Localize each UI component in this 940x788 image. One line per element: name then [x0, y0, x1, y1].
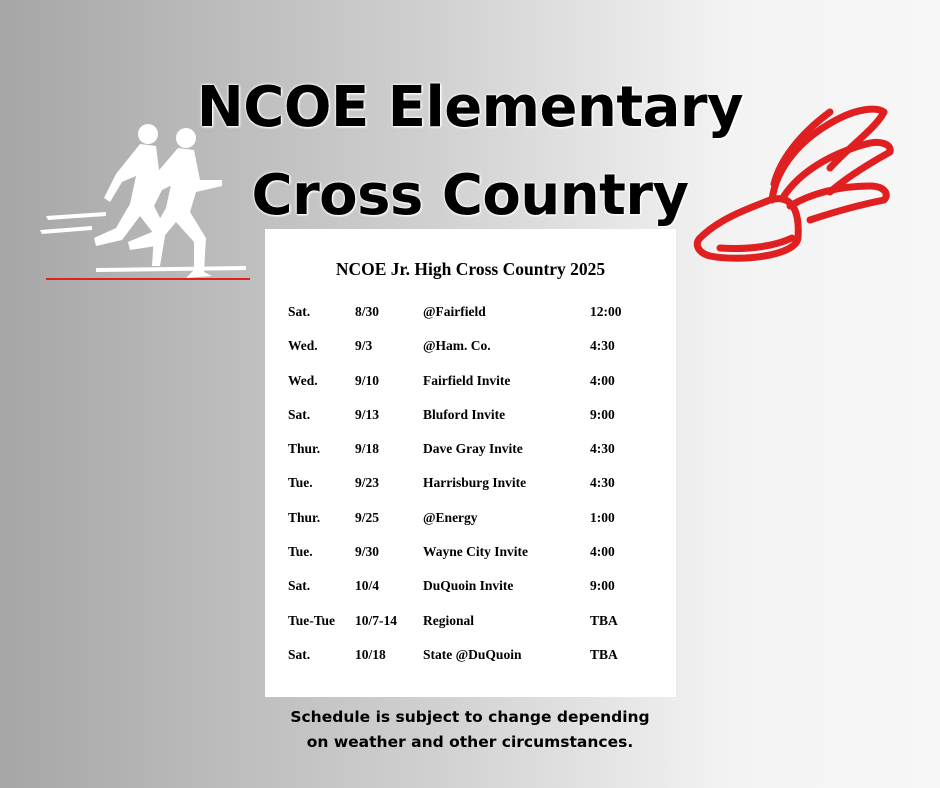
- row-time: 9:00: [590, 578, 615, 594]
- row-date: 8/30: [355, 304, 380, 319]
- row-date: 9/30: [355, 544, 380, 560]
- row-time: 4:00: [590, 372, 615, 388]
- table-row: [288, 647, 658, 681]
- row-date: 9/25: [355, 509, 380, 525]
- row-day: Sat.: [288, 646, 311, 662]
- row-time: 4:30: [590, 441, 615, 457]
- row-day: Tue.: [288, 544, 313, 560]
- row-day: Thur.: [288, 441, 321, 457]
- row-event: Fairfield Invite: [423, 372, 511, 388]
- table-row: [288, 338, 658, 372]
- schedule-disclaimer: [230, 705, 710, 755]
- row-event: @Fairfield: [423, 304, 486, 319]
- schedule-card: [265, 229, 676, 697]
- row-time: 9:00: [590, 406, 615, 422]
- row-day: Sat.: [288, 304, 311, 319]
- row-date: 10/18: [355, 646, 386, 662]
- table-row: [288, 578, 658, 612]
- row-day: Thur.: [288, 509, 321, 525]
- row-day: Sat.: [288, 578, 311, 594]
- row-date: 10/7-14: [355, 612, 397, 628]
- row-time: TBA: [590, 646, 618, 662]
- table-row: [288, 613, 658, 647]
- table-row: [288, 475, 658, 509]
- row-event: Dave Gray Invite: [423, 441, 523, 457]
- row-event: Harrisburg Invite: [423, 475, 527, 491]
- row-event: State @DuQuoin: [423, 646, 522, 662]
- table-row: [288, 510, 658, 544]
- row-time: 12:00: [590, 304, 622, 319]
- row-time: 1:00: [590, 509, 615, 525]
- row-date: 9/18: [355, 441, 380, 457]
- schedule-table: [288, 304, 658, 681]
- page-title-line-2: Cross Country: [251, 163, 689, 228]
- row-date: 9/23: [355, 475, 380, 491]
- row-date: 9/10: [355, 372, 380, 388]
- table-row: [288, 407, 658, 441]
- row-day: Wed.: [288, 372, 318, 388]
- table-row: [288, 304, 658, 338]
- row-date: 9/13: [355, 406, 380, 422]
- row-event: @Energy: [423, 509, 478, 525]
- row-date: 10/4: [355, 578, 380, 594]
- row-time: 4:00: [590, 544, 615, 560]
- row-event: Regional: [423, 612, 475, 628]
- table-row: [288, 373, 658, 407]
- row-date: 9/3: [355, 338, 373, 354]
- row-event: @Ham. Co.: [423, 338, 491, 354]
- row-event: Wayne City Invite: [423, 544, 529, 560]
- disclaimer-line-2: on weather and other circumstances.: [306, 733, 634, 751]
- row-event: DuQuoin Invite: [423, 578, 514, 594]
- row-time: TBA: [590, 612, 618, 628]
- row-time: 4:30: [590, 475, 615, 491]
- row-day: Wed.: [288, 338, 318, 354]
- table-row: [288, 544, 658, 578]
- schedule-title: NCOE Jr. High Cross Country 2025: [335, 259, 606, 279]
- row-day: Tue.: [288, 475, 313, 491]
- row-day: Tue-Tue: [288, 612, 336, 628]
- page-title-line-1: NCOE Elementary: [196, 75, 744, 140]
- row-day: Sat.: [288, 406, 311, 422]
- table-row: [288, 441, 658, 475]
- row-time: 4:30: [590, 338, 615, 354]
- row-event: Bluford Invite: [423, 406, 506, 422]
- disclaimer-line-1: Schedule is subject to change depending: [290, 708, 650, 726]
